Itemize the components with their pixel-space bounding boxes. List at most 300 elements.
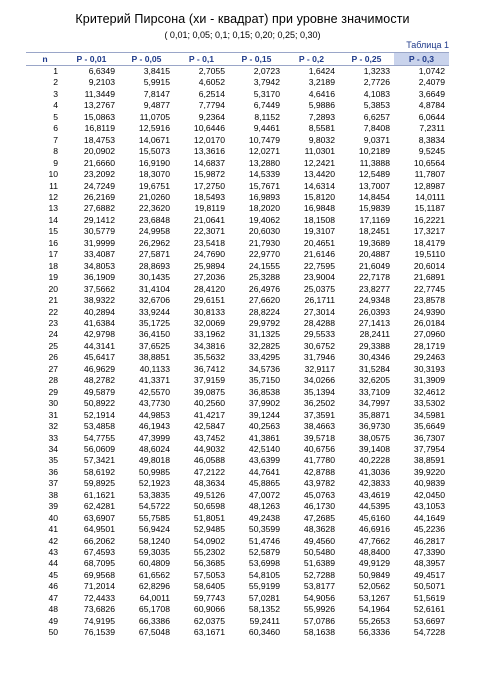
value-cell: 46,1943 [138, 421, 170, 432]
value-cell: 14,6837 [193, 157, 225, 168]
value-cell: 32,9117 [304, 363, 335, 374]
value-cell: 21,0641 [193, 214, 225, 225]
row-number-cell: 29 [48, 386, 58, 397]
value-cell: 22,7595 [303, 260, 335, 271]
value-cell: 34,8053 [83, 260, 115, 271]
value-cell: 28,8693 [138, 260, 170, 271]
value-cell: 59,8925 [83, 478, 115, 489]
page-title: Критерий Пирсона (хи - квадрат) при уровне значимости [75, 12, 410, 26]
value-cell: 39,0875 [193, 386, 225, 397]
row-number-cell: 9 [53, 157, 58, 168]
value-cell: 22,9770 [248, 249, 280, 260]
value-cell: 49,9129 [358, 558, 390, 569]
value-cell: 40,2228 [358, 455, 390, 466]
value-cell: 19,3689 [358, 237, 390, 248]
value-cell: 60,3460 [248, 627, 280, 638]
value-cell: 18,4179 [413, 237, 445, 248]
value-cell: 43,4619 [358, 489, 390, 500]
value-cell: 41,3861 [248, 432, 280, 443]
table-row [26, 77, 449, 88]
value-cell: 16,9893 [248, 191, 280, 202]
value-cell: 23,5418 [193, 237, 225, 248]
value-cell: 57,5053 [193, 569, 225, 580]
row-number-cell: 38 [48, 489, 58, 500]
row-number-cell: 18 [48, 260, 58, 271]
value-cell: 6,2514 [198, 88, 225, 99]
value-cell: 42,5570 [138, 386, 170, 397]
row-number-cell: 44 [48, 558, 58, 569]
table-row [26, 433, 449, 444]
table-row [26, 513, 449, 524]
value-cell: 2,0723 [253, 66, 280, 76]
header-p02: P - 0,2 [284, 53, 339, 66]
value-cell: 21,7930 [248, 237, 280, 248]
header-p03: P - 0,3 [394, 53, 449, 66]
table-row [26, 581, 449, 592]
value-cell: 2,4079 [418, 77, 445, 88]
value-cell: 1,3233 [363, 66, 390, 76]
table-row [26, 158, 449, 169]
value-cell: 8,3834 [418, 134, 445, 145]
value-cell: 44,1649 [413, 512, 445, 523]
value-cell: 63,6907 [83, 512, 115, 523]
value-cell: 21,6660 [83, 157, 115, 168]
value-cell: 5,3170 [253, 88, 280, 99]
value-cell: 32,6205 [358, 375, 390, 386]
value-cell: 55,2302 [193, 547, 225, 558]
value-cell: 17,3217 [413, 226, 445, 237]
table-row [26, 490, 449, 501]
value-cell: 55,9199 [248, 581, 280, 592]
table-row [26, 558, 449, 569]
value-cell: 8,5581 [308, 123, 335, 134]
value-cell: 41,3371 [138, 375, 170, 386]
value-cell: 29,9792 [248, 317, 280, 328]
value-cell: 37,5662 [83, 283, 115, 294]
row-number-cell: 31 [48, 409, 58, 420]
value-cell: 38,8851 [138, 352, 170, 363]
value-cell: 29,3388 [358, 340, 390, 351]
value-cell: 13,3616 [193, 146, 225, 157]
value-cell: 42,5847 [193, 421, 225, 432]
value-cell: 21,6146 [303, 249, 335, 260]
value-cell: 52,1923 [138, 478, 170, 489]
value-cell: 35,1394 [303, 386, 335, 397]
value-cell: 19,5110 [414, 249, 445, 260]
value-cell: 51,5619 [413, 592, 445, 603]
value-cell: 21,6891 [413, 272, 445, 283]
value-cell: 35,8871 [358, 409, 390, 420]
table-row [26, 181, 449, 192]
value-cell: 43,1053 [413, 501, 445, 512]
value-cell: 40,9839 [413, 478, 445, 489]
row-number-cell: 36 [48, 466, 58, 477]
table-row [26, 524, 449, 535]
value-cell: 43,7730 [138, 398, 170, 409]
value-cell: 76,1539 [83, 627, 115, 638]
value-cell: 17,2750 [193, 180, 225, 191]
value-cell: 45,2236 [413, 524, 445, 535]
value-cell: 46,6916 [358, 524, 390, 535]
value-cell: 30,5779 [83, 226, 115, 237]
value-cell: 14,0111 [415, 191, 445, 202]
value-cell: 61,1621 [83, 489, 115, 500]
table-row [26, 341, 449, 352]
table-row [26, 501, 449, 512]
value-cell: 55,9926 [303, 604, 335, 615]
table-header [26, 53, 449, 66]
value-cell: 9,4461 [253, 123, 280, 134]
value-cell: 25,0375 [303, 283, 335, 294]
table-row [26, 478, 449, 489]
value-cell: 56,3685 [193, 558, 225, 569]
value-cell: 21,6049 [358, 260, 390, 271]
table-row [26, 215, 449, 226]
row-number-cell: 14 [48, 214, 58, 225]
value-cell: 18,2451 [358, 226, 390, 237]
value-cell: 53,1267 [358, 592, 390, 603]
table-row [26, 604, 449, 615]
value-cell: 37,9159 [193, 375, 225, 386]
value-cell: 64,0011 [139, 592, 170, 603]
value-cell: 30,1435 [138, 272, 170, 283]
value-cell: 58,1240 [138, 535, 170, 546]
row-number-cell: 20 [48, 283, 58, 294]
value-cell: 73,6826 [83, 604, 115, 615]
value-cell: 38,9322 [83, 295, 115, 306]
value-cell: 47,3999 [138, 432, 170, 443]
value-cell: 44,5395 [358, 501, 390, 512]
value-cell: 20,4887 [358, 249, 390, 260]
value-cell: 4,6416 [308, 88, 335, 99]
value-cell: 34,3816 [193, 340, 225, 351]
value-cell: 41,6384 [83, 317, 115, 328]
value-cell: 59,7743 [193, 592, 225, 603]
row-number-cell: 39 [48, 501, 58, 512]
value-cell: 50,3599 [248, 524, 280, 535]
table-row [26, 272, 449, 283]
value-cell: 6,7449 [253, 100, 280, 111]
table-row [26, 329, 449, 340]
value-cell: 55,2653 [358, 615, 390, 626]
row-number-cell: 23 [48, 317, 58, 328]
value-cell: 22,7178 [358, 272, 390, 283]
value-cell: 22,3620 [138, 203, 170, 214]
value-cell: 50,5071 [413, 581, 445, 592]
header-p001: P - 0,01 [64, 53, 119, 66]
table-row [26, 203, 449, 214]
value-cell: 11,0301 [304, 146, 335, 157]
value-cell: 48,8400 [358, 547, 390, 558]
value-cell: 14,0671 [138, 134, 170, 145]
value-cell: 25,3288 [248, 272, 280, 283]
value-cell: 43,6399 [248, 455, 280, 466]
value-cell: 6,6257 [363, 111, 390, 122]
value-cell: 20,6014 [413, 260, 445, 271]
table-row [26, 467, 449, 478]
value-cell: 3,8415 [143, 66, 170, 76]
value-cell: 7,7794 [198, 100, 225, 111]
value-cell: 66,3386 [138, 615, 170, 626]
value-cell: 52,9485 [193, 524, 225, 535]
value-cell: 20,0902 [83, 146, 115, 157]
value-cell: 8,1152 [254, 111, 280, 122]
value-cell: 15,1187 [414, 203, 445, 214]
value-cell: 27,3014 [303, 306, 335, 317]
value-cell: 63,1671 [193, 627, 225, 638]
value-cell: 32,6706 [138, 295, 170, 306]
value-cell: 24,7249 [83, 180, 115, 191]
table-row [26, 123, 449, 134]
table-row [26, 135, 449, 146]
table-label: Таблица 1 [406, 40, 449, 50]
value-cell: 31,9999 [83, 237, 115, 248]
value-cell: 57,0786 [303, 615, 335, 626]
value-cell: 37,7954 [413, 443, 445, 454]
row-number-cell: 26 [48, 352, 58, 363]
value-cell: 34,0266 [303, 375, 335, 386]
value-cell: 19,4062 [248, 214, 280, 225]
table-row [26, 375, 449, 386]
value-cell: 27,0960 [413, 329, 445, 340]
value-cell: 23,8578 [413, 295, 445, 306]
value-cell: 37,6525 [138, 340, 170, 351]
value-cell: 20,6030 [248, 226, 280, 237]
value-cell: 38,0575 [358, 432, 390, 443]
value-cell: 20,4651 [303, 237, 335, 248]
value-cell: 65,1708 [138, 604, 170, 615]
value-cell: 69,9568 [83, 569, 115, 580]
value-cell: 13,2767 [83, 100, 115, 111]
row-number-cell: 35 [48, 455, 58, 466]
value-cell: 40,6756 [303, 443, 335, 454]
value-cell: 33,4295 [248, 352, 280, 363]
row-number-cell: 25 [48, 340, 58, 351]
table-row [26, 318, 449, 329]
value-cell: 39,9220 [413, 466, 445, 477]
row-number-cell: 12 [48, 191, 58, 202]
row-number-cell: 42 [48, 535, 58, 546]
value-cell: 15,9839 [358, 203, 390, 214]
value-cell: 43,9782 [303, 478, 335, 489]
value-cell: 32,2825 [248, 340, 280, 351]
value-cell: 74,9195 [83, 615, 115, 626]
value-cell: 45,8865 [248, 478, 280, 489]
row-number-cell: 41 [48, 524, 58, 535]
value-cell: 3,6649 [418, 88, 445, 99]
table-row [26, 352, 449, 363]
value-cell: 16,9190 [138, 157, 170, 168]
value-cell: 38,4663 [303, 421, 335, 432]
header-p025: P - 0,25 [339, 53, 394, 66]
value-cell: 58,1638 [303, 627, 335, 638]
value-cell: 56,9424 [138, 524, 170, 535]
value-cell: 18,1508 [303, 214, 335, 225]
table-row [26, 444, 449, 455]
value-cell: 49,4517 [413, 569, 445, 580]
value-cell: 61,6562 [138, 569, 170, 580]
table-row [26, 192, 449, 203]
value-cell: 48,2782 [83, 375, 115, 386]
value-cell: 54,7755 [83, 432, 115, 443]
value-cell: 50,9985 [138, 466, 170, 477]
value-cell: 21,0260 [138, 191, 170, 202]
value-cell: 30,4346 [358, 352, 390, 363]
value-cell: 62,4281 [83, 501, 115, 512]
value-cell: 71,2014 [83, 581, 115, 592]
value-cell: 48,3628 [303, 524, 335, 535]
row-number-cell: 4 [53, 100, 58, 111]
value-cell: 50,5480 [303, 547, 335, 558]
value-cell: 6,6349 [88, 66, 115, 76]
table-row [26, 89, 449, 100]
row-number-cell: 13 [48, 203, 58, 214]
table-row [26, 616, 449, 627]
table-row [26, 421, 449, 432]
value-cell: 31,5284 [358, 363, 390, 374]
value-cell: 43,7452 [193, 432, 225, 443]
value-cell: 47,7662 [358, 535, 390, 546]
value-cell: 45,6417 [83, 352, 115, 363]
value-cell: 28,2411 [359, 329, 390, 340]
value-cell: 37,3591 [303, 409, 335, 420]
page-subtitle: ( 0,01; 0,05; 0,1; 0,15; 0,20; 0,25; 0,30) [164, 30, 321, 40]
value-cell: 15,8120 [303, 191, 335, 202]
value-cell: 29,2463 [413, 352, 445, 363]
value-cell: 1,6424 [308, 66, 335, 76]
value-cell: 58,6192 [83, 466, 115, 477]
value-cell: 29,5533 [303, 329, 335, 340]
value-cell: 40,1133 [139, 363, 170, 374]
value-cell: 64,9501 [83, 524, 115, 535]
value-cell: 5,9886 [308, 100, 335, 111]
row-number-cell: 28 [48, 375, 58, 386]
value-cell: 58,6405 [193, 581, 225, 592]
value-cell: 30,6752 [303, 340, 335, 351]
value-cell: 10,7479 [248, 134, 280, 145]
row-number-cell: 7 [53, 134, 58, 145]
value-cell: 60,9066 [193, 604, 225, 615]
value-cell: 33,5302 [413, 398, 445, 409]
row-number-cell: 46 [48, 581, 58, 592]
value-cell: 26,1711 [304, 295, 335, 306]
value-cell: 27,2036 [193, 272, 225, 283]
value-cell: 24,9348 [358, 295, 390, 306]
table-row [26, 226, 449, 237]
value-cell: 54,8105 [248, 569, 280, 580]
value-cell: 1,0742 [418, 66, 445, 76]
value-cell: 15,5073 [138, 146, 170, 157]
value-cell: 35,7150 [248, 375, 280, 386]
row-number-cell: 11 [49, 180, 58, 191]
row-number-cell: 17 [48, 249, 58, 260]
value-cell: 47,0072 [248, 489, 280, 500]
value-cell: 39,5718 [303, 432, 335, 443]
row-number-cell: 19 [48, 272, 58, 283]
value-cell: 24,7690 [193, 249, 225, 260]
row-number-cell: 6 [53, 123, 58, 134]
value-cell: 27,1413 [358, 317, 390, 328]
value-cell: 46,2817 [413, 535, 445, 546]
value-cell: 11,3888 [359, 157, 390, 168]
table-row [26, 100, 449, 111]
value-cell: 33,1962 [193, 329, 225, 340]
value-cell: 36,8538 [248, 386, 280, 397]
value-cell: 57,3421 [83, 455, 115, 466]
value-cell: 28,1719 [413, 340, 445, 351]
value-cell: 44,9853 [138, 409, 170, 420]
value-cell: 13,4420 [303, 169, 335, 180]
value-cell: 41,3036 [358, 466, 390, 477]
value-cell: 23,6848 [138, 214, 170, 225]
value-cell: 19,6751 [138, 180, 170, 191]
row-number-cell: 30 [48, 398, 58, 409]
value-cell: 68,7095 [83, 558, 115, 569]
value-cell: 44,7641 [248, 466, 280, 477]
table-row [26, 570, 449, 581]
value-cell: 11,7807 [414, 169, 445, 180]
value-cell: 7,8147 [143, 88, 170, 99]
value-cell: 35,1725 [138, 317, 170, 328]
value-cell: 49,8018 [138, 455, 170, 466]
value-cell: 62,0375 [193, 615, 225, 626]
chi-square-table [26, 52, 449, 639]
value-cell: 49,4560 [303, 535, 335, 546]
value-cell: 31,4104 [138, 283, 170, 294]
value-cell: 39,1408 [358, 443, 390, 454]
value-cell: 50,9849 [358, 569, 390, 580]
row-number-cell: 22 [48, 306, 58, 317]
value-cell: 66,2062 [83, 535, 115, 546]
value-cell: 7,2311 [419, 123, 445, 134]
value-cell: 46,9629 [83, 363, 115, 374]
value-cell: 22,7745 [413, 283, 445, 294]
table-row [26, 364, 449, 375]
value-cell: 60,4809 [138, 558, 170, 569]
value-cell: 53,4858 [83, 421, 115, 432]
value-cell: 38,8591 [413, 455, 445, 466]
value-cell: 9,0371 [363, 134, 390, 145]
value-cell: 56,3336 [358, 627, 390, 638]
value-cell: 14,5339 [248, 169, 280, 180]
table-row [26, 307, 449, 318]
value-cell: 24,9958 [138, 226, 170, 237]
value-cell: 54,9056 [303, 592, 335, 603]
value-cell: 5,9915 [143, 77, 170, 88]
value-cell: 10,2189 [358, 146, 390, 157]
table-row [26, 410, 449, 421]
row-number-cell: 10 [48, 169, 58, 180]
value-cell: 30,3193 [413, 363, 445, 374]
table-row [26, 536, 449, 547]
value-cell: 16,2221 [413, 214, 445, 225]
value-cell: 28,8224 [248, 306, 280, 317]
row-number-cell: 21 [48, 295, 58, 306]
value-cell: 36,2502 [303, 398, 335, 409]
table-row [26, 398, 449, 409]
value-cell: 27,6620 [248, 295, 280, 306]
row-number-cell: 16 [48, 237, 58, 248]
value-cell: 11,0705 [139, 111, 170, 122]
value-cell: 31,1325 [248, 329, 280, 340]
value-cell: 18,3070 [138, 169, 170, 180]
table-row [26, 627, 449, 638]
row-number-cell: 27 [48, 363, 58, 374]
value-cell: 45,0763 [303, 489, 335, 500]
value-cell: 42,8788 [303, 466, 335, 477]
value-cell: 34,7997 [358, 398, 390, 409]
value-cell: 14,8454 [358, 191, 390, 202]
